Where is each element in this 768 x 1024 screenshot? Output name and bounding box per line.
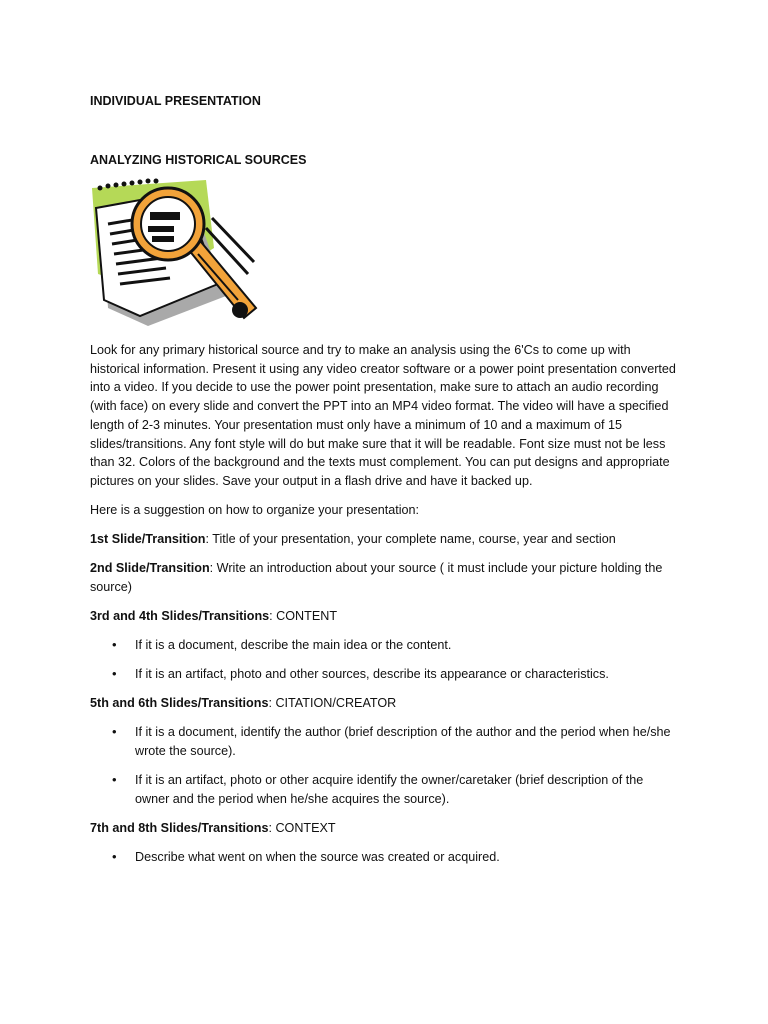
section-label: 2nd Slide/Transition (90, 561, 210, 576)
document-title: INDIVIDUAL PRESENTATION (90, 94, 261, 108)
section-3 (90, 607, 680, 626)
list-item: • If it is an artifact, photo and other sources, describe its appearance or characteristics. (90, 665, 675, 684)
section-1 (90, 530, 680, 549)
section-label: 7th and 8th Slides/Transitions (90, 820, 269, 835)
section-label: 3rd and 4th Slides/Transitions (90, 609, 270, 623)
section-text: : Title of your presentation, your complete name, course, year and section (205, 532, 616, 547)
list-item: • If it is a document, describe the main idea or the content. (90, 636, 675, 655)
section-2 (90, 559, 680, 596)
document-subtitle: ANALYZING HISTORICAL SOURCES (90, 153, 307, 167)
section-text: : CONTENT (269, 609, 338, 623)
section-label: 1st Slide/Transition (90, 532, 206, 547)
section-text: : Write an introduction about your source ( it must include your picture holding the source) (90, 561, 663, 594)
section-4 (90, 694, 680, 713)
section-text: : CITATION/CREATOR (268, 696, 397, 711)
bullet-list (90, 636, 680, 684)
document-body (90, 341, 680, 877)
magnifying-glass-document-icon (88, 178, 260, 330)
bullet-list (90, 848, 680, 867)
list-item: • Describe what went on when the source was created or acquired. (90, 848, 675, 867)
suggestion-paragraph: Here is a suggestion on how to organize your presentation: (90, 503, 420, 518)
bullet-list (90, 723, 680, 808)
list-item: • If it is a document, identify the author (brief description of the author and the period when he/she wrote the source). (90, 723, 675, 760)
section-text: : CONTEXT (268, 820, 336, 835)
intro-paragraph: Look for any primary historical source and try to make an analysis using the 6'Cs to come up with historical information. Present it using any video creator software or a power point presentation converted into a video. If you decide to use the power point presentation, make sure to attach an audio recording (with face) on every slide and convert the PPT into an MP4 video format. The video will have a specified length of 2-3 minutes. Your presentation must only have a minimum of 10 and a maximum of 15 slides/transitions. Any font style will do but make sure that it will be readable. Font size must not be less than 32. Colors of the background and the texts must complement. You can put designs and appropriate pictures on your slides. Save your output in a flash drive and have it backed up. (90, 343, 676, 488)
section-5 (90, 819, 680, 838)
list-item: • If it is an artifact, photo or other acquire identify the owner/caretaker (brief description of the owner and the period when he/she acquires the source). (90, 771, 675, 808)
section-label: 5th and 6th Slides/Transitions (90, 696, 269, 711)
